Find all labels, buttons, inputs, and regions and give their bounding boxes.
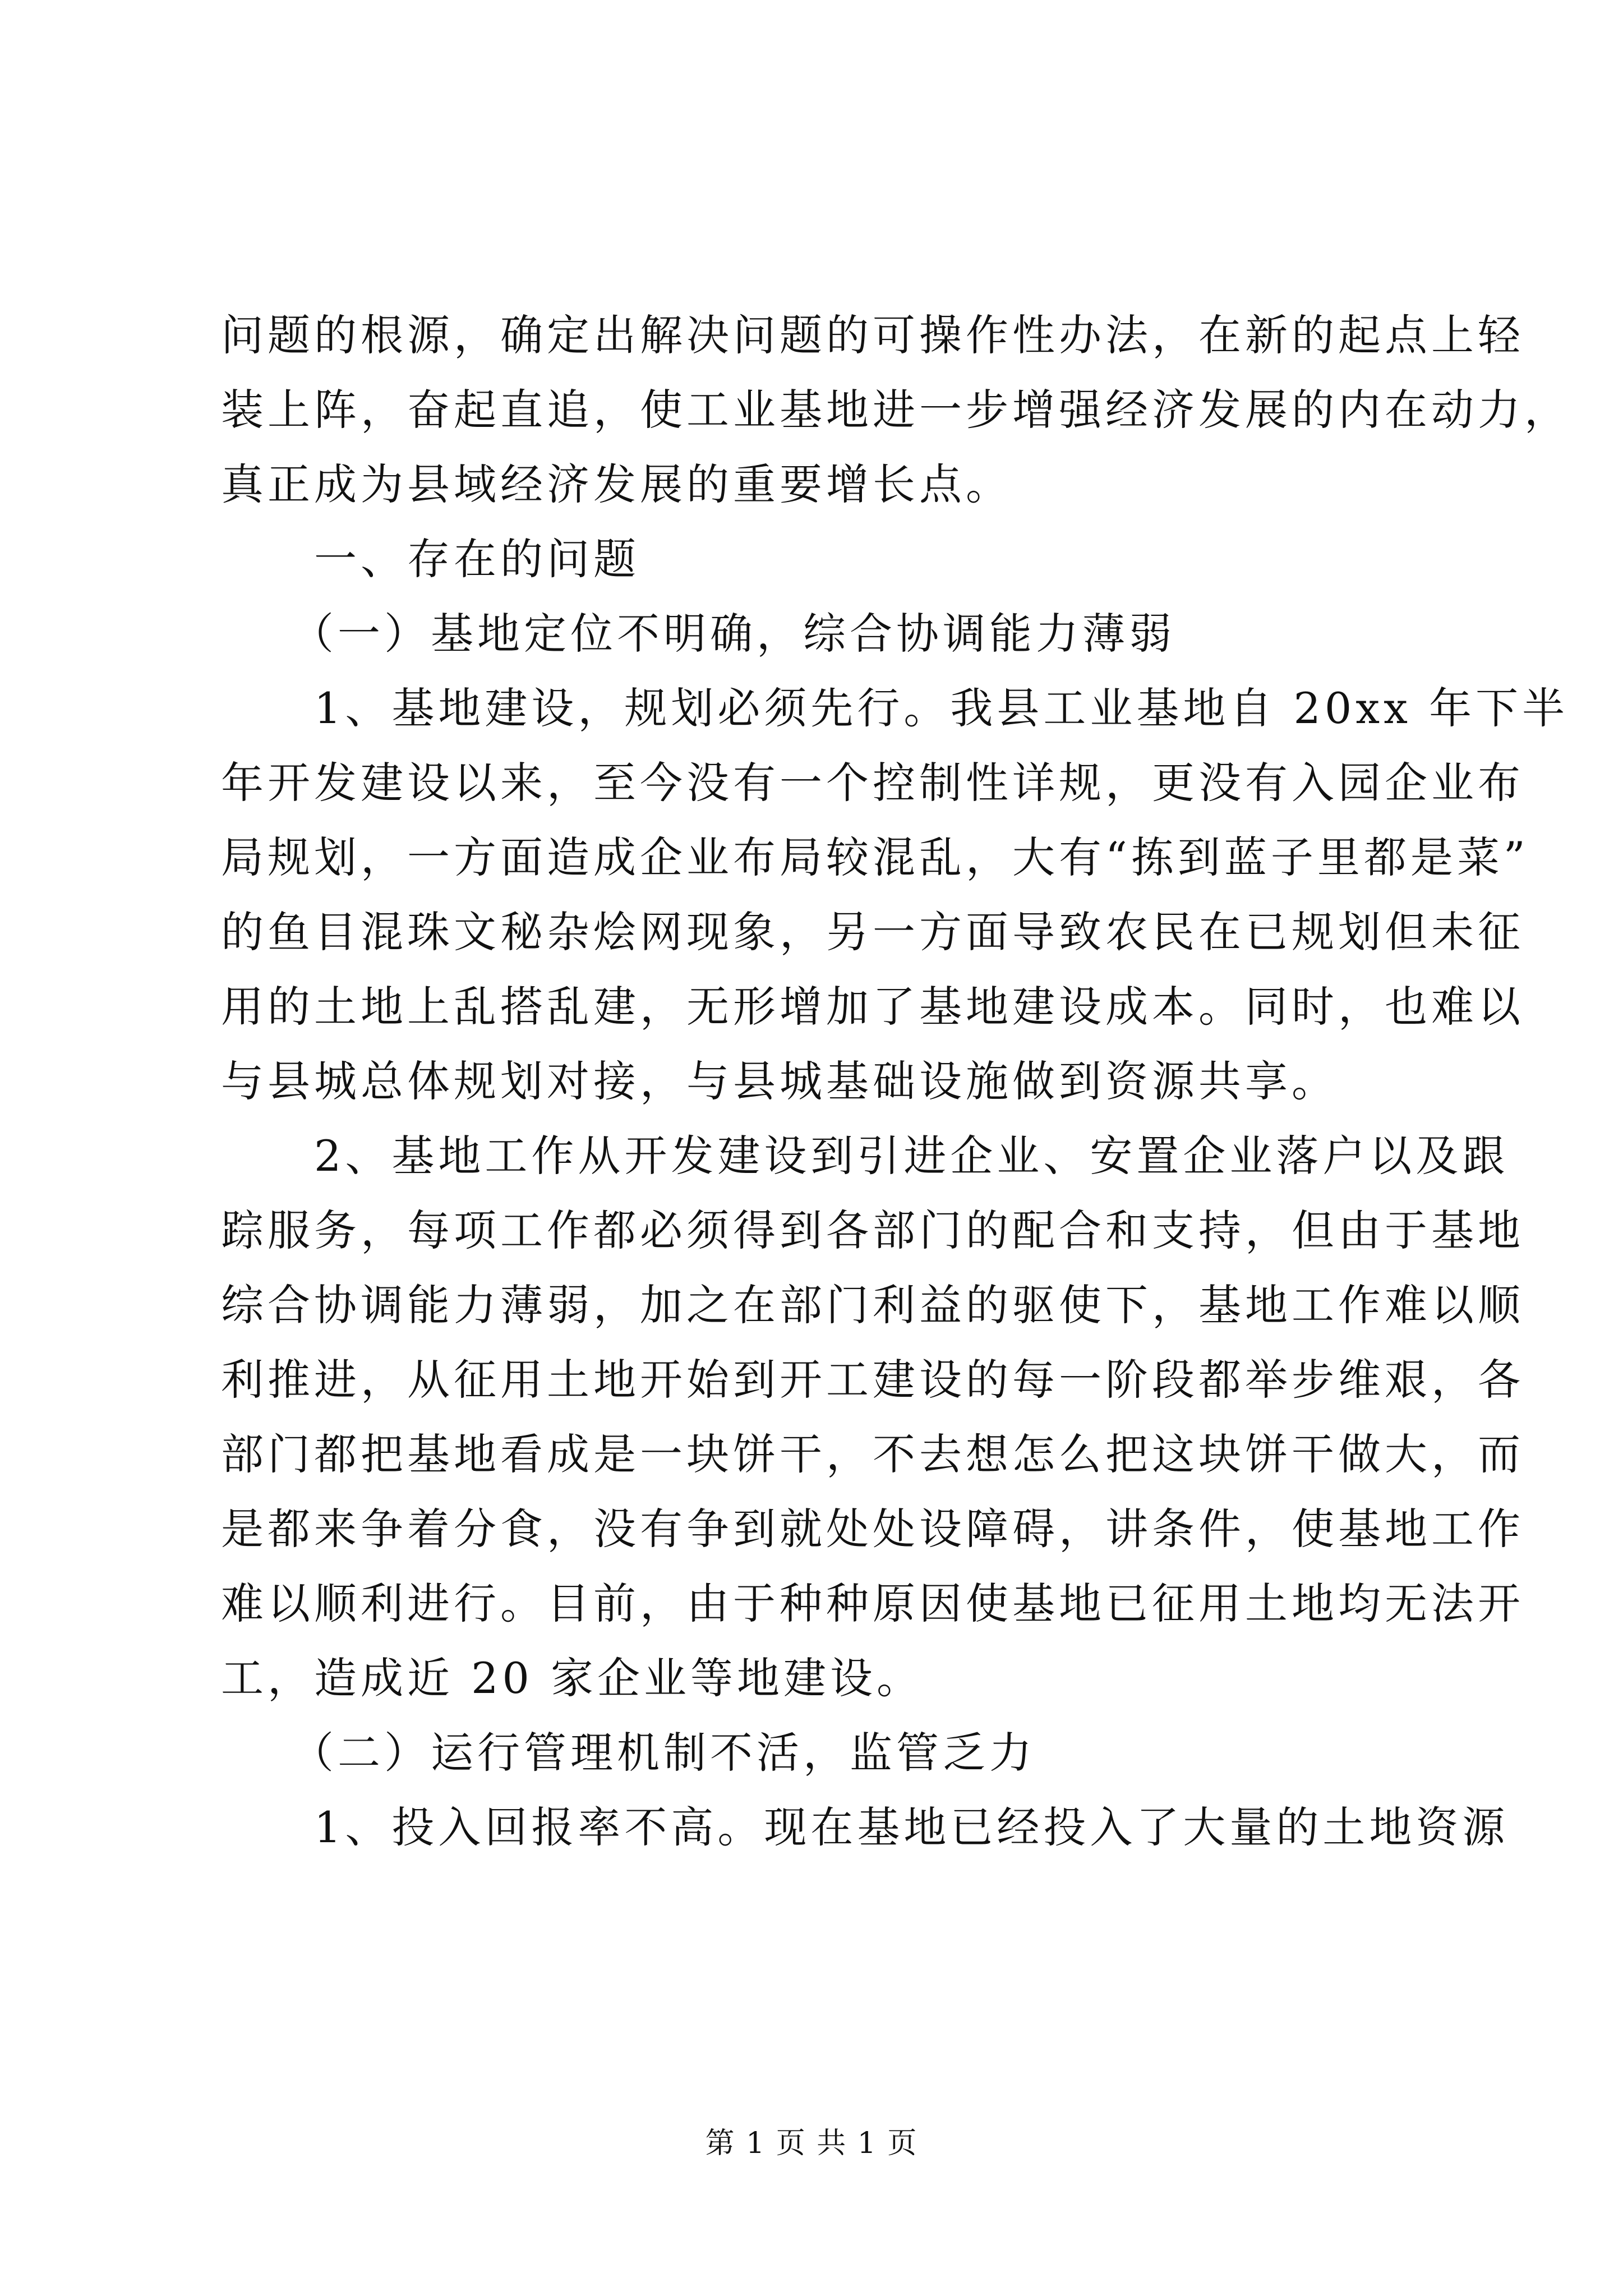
section-heading: 一、存在的问题 xyxy=(314,534,640,584)
subsection-heading: （二）运行管理机制不活，监管乏力 xyxy=(291,1728,1036,1778)
text-line: 1、基地建设，规划必须先行。我县工业基地自 20xx 年下半 xyxy=(314,683,1569,733)
text-line: 装上阵，奋起直追，使工业基地进一步增强经济发展的内在动力， xyxy=(221,385,1571,435)
text-line: 工，造成近 20 家企业等地建设。 xyxy=(221,1653,924,1703)
text-line: 问题的根源，确定出解决问题的可操作性办法，在新的起点上轻 xyxy=(221,310,1524,360)
text-line: 利推进，从征用土地开始到开工建设的每一阶段都举步维艰，各 xyxy=(221,1355,1524,1405)
subsection-heading: （一）基地定位不明确，综合协调能力薄弱 xyxy=(291,609,1175,659)
text-line: 踪服务，每项工作都必须得到各部门的配合和支持，但由于基地 xyxy=(221,1205,1524,1255)
text-line: 是都来争着分食，没有争到就处处设障碍，讲条件，使基地工作 xyxy=(221,1504,1524,1554)
text-line: 难以顺利进行。目前，由于种种原因使基地已征用土地均无法开 xyxy=(221,1579,1524,1628)
text-line: 1、投入回报率不高。现在基地已经投入了大量的土地资源 xyxy=(314,1802,1509,1852)
page-footer: 第 1 页 共 1 页 xyxy=(705,2127,918,2160)
text-line: 综合协调能力薄弱，加之在部门利益的驱使下，基地工作难以顺 xyxy=(221,1280,1524,1330)
text-line: 用的土地上乱搭乱建，无形增加了基地建设成本。同时，也难以 xyxy=(221,982,1524,1032)
text-line: 局规划，一方面造成企业布局较混乱，大有“拣到蓝子里都是菜” xyxy=(221,832,1529,882)
text-line: 2、基地工作从开发建设到引进企业、安置企业落户以及跟 xyxy=(314,1131,1509,1181)
text-line: 的鱼目混珠文秘杂烩网现象，另一方面导致农民在已规划但未征 xyxy=(221,907,1524,957)
text-line: 真正成为县域经济发展的重要增长点。 xyxy=(221,459,1012,509)
text-line: 与县城总体规划对接，与县城基础设施做到资源共享。 xyxy=(221,1056,1338,1106)
text-line: 年开发建设以来，至今没有一个控制性详规，更没有入园企业布 xyxy=(221,758,1524,808)
text-line: 部门都把基地看成是一块饼干，不去想怎么把这块饼干做大，而 xyxy=(221,1429,1524,1479)
